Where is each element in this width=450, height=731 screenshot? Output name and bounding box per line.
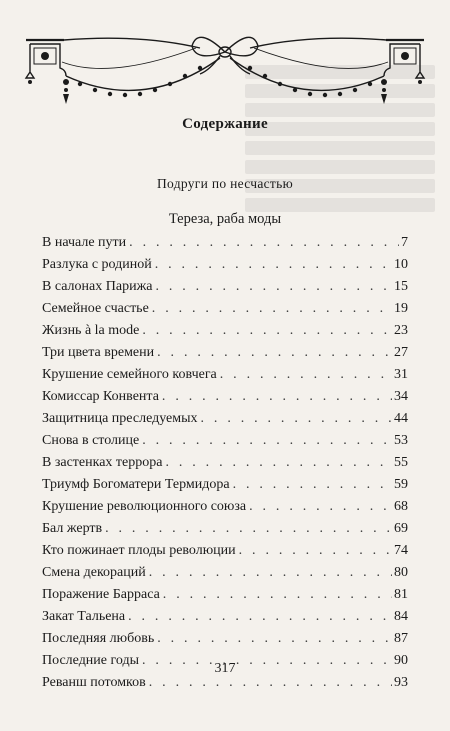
dot-leader bbox=[129, 232, 399, 254]
dot-leader bbox=[128, 606, 392, 628]
toc-page: 87 bbox=[394, 631, 408, 646]
toc-page: 69 bbox=[394, 521, 408, 536]
toc-page: 19 bbox=[394, 301, 408, 316]
dot-leader bbox=[163, 584, 392, 606]
toc-entry bbox=[42, 474, 408, 496]
toc-page: 84 bbox=[394, 609, 408, 624]
toc-title: Триумф Богоматери Термидора bbox=[42, 477, 230, 492]
subsection-title: Тереза, раба моды bbox=[168, 211, 282, 227]
toc-page: 90 bbox=[394, 653, 408, 668]
toc-title: Последняя любовь bbox=[42, 631, 155, 646]
dot-leader bbox=[155, 254, 392, 276]
toc-entry bbox=[42, 540, 408, 562]
dot-leader bbox=[155, 276, 392, 298]
toc-page: 44 bbox=[394, 411, 408, 426]
toc-entry bbox=[42, 342, 408, 364]
dot-leader bbox=[162, 386, 392, 408]
page-title bbox=[0, 116, 450, 133]
dot-leader bbox=[157, 628, 392, 650]
toc-page: 34 bbox=[394, 389, 408, 404]
toc-title: Жизнь à la mode bbox=[42, 323, 140, 338]
toc-page: 31 bbox=[394, 367, 408, 382]
toc-title: Три цвета времени bbox=[42, 345, 155, 360]
toc-title: Бал жертв bbox=[42, 521, 103, 536]
toc-title: Последние годы bbox=[42, 653, 140, 668]
toc-title: Защитница преследуемых bbox=[42, 411, 198, 426]
dot-leader bbox=[142, 430, 392, 452]
toc-entry bbox=[42, 276, 408, 298]
page-title-text: Содержание bbox=[182, 116, 268, 132]
toc-title: Семейное счастье bbox=[42, 301, 149, 316]
dot-leader bbox=[105, 518, 392, 540]
toc-title: Поражение Барраса bbox=[42, 587, 160, 602]
toc-entry bbox=[42, 496, 408, 518]
toc-entry bbox=[42, 408, 408, 430]
toc-entry bbox=[42, 562, 408, 584]
toc-page: 93 bbox=[394, 675, 408, 690]
toc-entry bbox=[42, 364, 408, 386]
toc-entry bbox=[42, 232, 408, 254]
toc-entry bbox=[42, 452, 408, 474]
toc-entry bbox=[42, 518, 408, 540]
toc-title: В салонах Парижа bbox=[42, 279, 153, 294]
dot-leader bbox=[152, 298, 392, 320]
dot-leader bbox=[157, 342, 392, 364]
toc-entry bbox=[42, 606, 408, 628]
toc-page: 53 bbox=[394, 433, 408, 448]
dot-leader bbox=[239, 540, 392, 562]
toc-page: 15 bbox=[394, 279, 408, 294]
dot-leader bbox=[233, 474, 392, 496]
toc-title: Смена декораций bbox=[42, 565, 146, 580]
section-title-text: Подруги по несчастью bbox=[157, 176, 293, 191]
toc-page: 23 bbox=[394, 323, 408, 338]
toc-title: Крушение революционного союза bbox=[42, 499, 247, 514]
dot-leader bbox=[165, 452, 392, 474]
toc-title: В начале пути bbox=[42, 235, 127, 250]
dot-leader bbox=[249, 496, 392, 518]
toc-entry bbox=[42, 320, 408, 342]
dot-leader bbox=[142, 320, 392, 342]
dot-leader bbox=[149, 562, 392, 584]
toc-page: 7 bbox=[401, 235, 408, 250]
toc-entry bbox=[42, 298, 408, 320]
dot-leader bbox=[201, 408, 392, 430]
dot-leader bbox=[220, 364, 392, 386]
toc-title: Комиссар Конвента bbox=[42, 389, 159, 404]
toc-page: 27 bbox=[394, 345, 408, 360]
toc-title: Крушение семейного ковчега bbox=[42, 367, 217, 382]
toc-entry bbox=[42, 254, 408, 276]
toc-title: Закат Тальена bbox=[42, 609, 126, 624]
toc-title: Реванш потомков bbox=[42, 675, 146, 690]
toc-page: 74 bbox=[394, 543, 408, 558]
toc-entry bbox=[42, 584, 408, 606]
toc-page: 59 bbox=[394, 477, 408, 492]
toc-page: 80 bbox=[394, 565, 408, 580]
page-number: 317 bbox=[214, 661, 236, 676]
toc-entry bbox=[42, 386, 408, 408]
table-of-contents bbox=[42, 232, 408, 694]
toc-page: 10 bbox=[394, 257, 408, 272]
toc-entry bbox=[42, 430, 408, 452]
toc-page: 68 bbox=[394, 499, 408, 514]
toc-page: 55 bbox=[394, 455, 408, 470]
toc-entry bbox=[42, 628, 408, 650]
toc-page: 81 bbox=[394, 587, 408, 602]
toc-title: Разлука с родиной bbox=[42, 257, 152, 272]
toc-title: Кто пожинает плоды революции bbox=[42, 543, 236, 558]
ribbon-bow-garland-ornament-icon bbox=[0, 0, 450, 118]
section-title bbox=[0, 176, 450, 192]
toc-title: Снова в столице bbox=[42, 433, 140, 448]
toc-title: В застенках террора bbox=[42, 455, 163, 470]
